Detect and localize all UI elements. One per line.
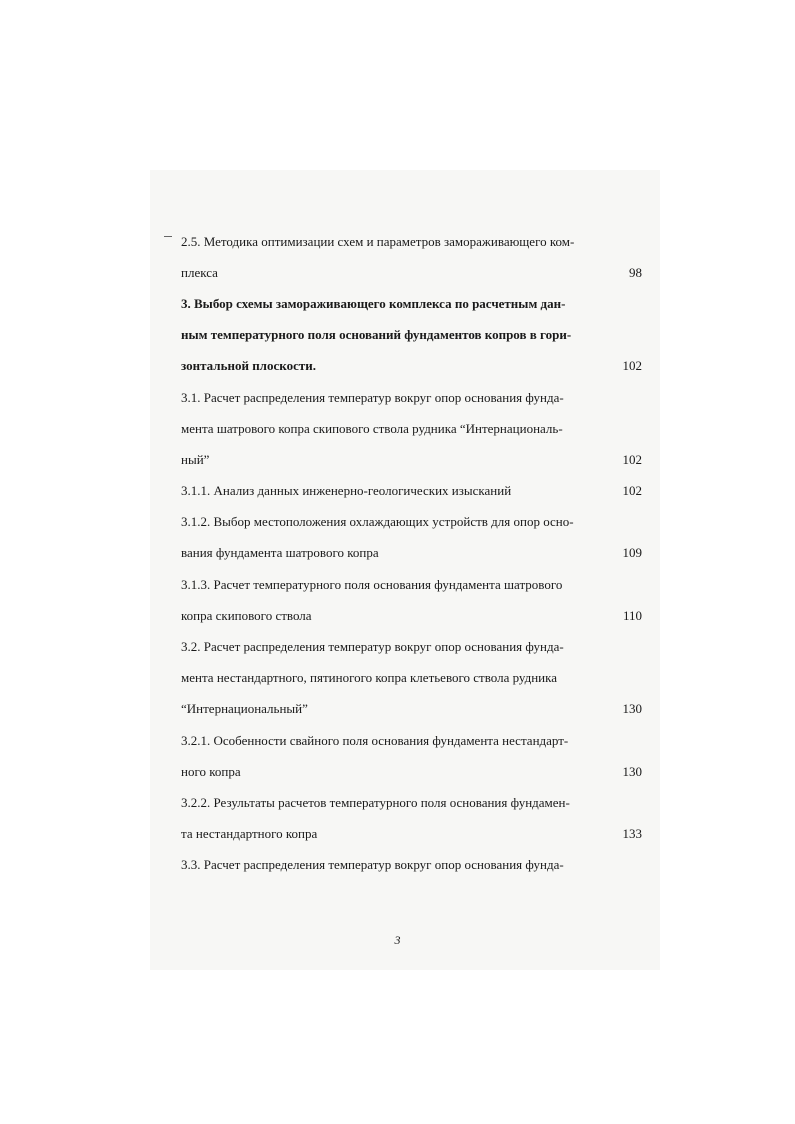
toc-entry-text: 3.1. Расчет распределения температур вокруг опор основания фунда-	[181, 390, 564, 405]
toc-entry-text: ного копра	[181, 764, 241, 779]
toc-entry-text: плекса	[181, 265, 218, 280]
toc-page-number: 102	[622, 358, 642, 373]
toc-page-number: 110	[622, 608, 642, 623]
toc-page-number: 102	[622, 483, 642, 498]
toc-entry-text: 3.1.1. Анализ данных инженерно-геологических изысканий	[181, 483, 512, 498]
toc-page-number: 133	[622, 826, 642, 841]
toc-page-number: 130	[622, 701, 642, 716]
page-number: 3	[394, 933, 401, 947]
margin-mark	[164, 236, 172, 237]
toc-entry-text: ный”	[181, 452, 210, 467]
toc-entry-text: копра скипового ствола	[181, 608, 312, 623]
toc-entry-text: 3. Выбор схемы замораживающего комплекса по расчетным дан-	[181, 296, 566, 311]
toc-entry-text: ным температурного поля оснований фундаментов копров в гори-	[181, 327, 572, 342]
toc-page-number: 102	[622, 452, 642, 467]
toc-page-number: 109	[622, 545, 642, 560]
toc-entry-text: вания фундамента шатрового копра	[181, 545, 379, 560]
toc-page-number: 98	[629, 265, 642, 280]
toc-entry-text: 3.2. Расчет распределения температур вокруг опор основания фунда-	[181, 639, 564, 654]
toc-entry-text: мента нестандартного, пятиногого копра клетьевого ствола рудника	[181, 670, 558, 685]
toc-entry-text: 3.1.2. Выбор местоположения охлаждающих устройств для опор осно-	[181, 514, 574, 529]
toc-entry-text: 3.1.3. Расчет температурного поля основания фундамента шатрового	[181, 577, 563, 592]
toc-entry-text: 3.3. Расчет распределения температур вокруг опор основания фунда-	[181, 857, 564, 872]
scanned-page-area	[150, 170, 660, 970]
toc-entry-text: “Интернациональный”	[181, 701, 308, 716]
toc-entry-text: 3.2.2. Результаты расчетов температурного поля основания фундамен-	[181, 795, 570, 810]
toc-entry-text: та нестандартного копра	[181, 826, 318, 841]
toc-entry-text: 2.5. Методика оптимизации схем и параметров замораживающего ком-	[181, 234, 575, 249]
toc-page-number: 130	[622, 764, 642, 779]
toc-entry-text: мента шатрового копра скипового ствола рудника “Интернациональ-	[181, 421, 563, 436]
toc-entry-text: 3.2.1. Особенности свайного поля основания фундамента нестандарт-	[181, 733, 569, 748]
toc-entry-text: зонтальной плоскости.	[181, 358, 316, 373]
